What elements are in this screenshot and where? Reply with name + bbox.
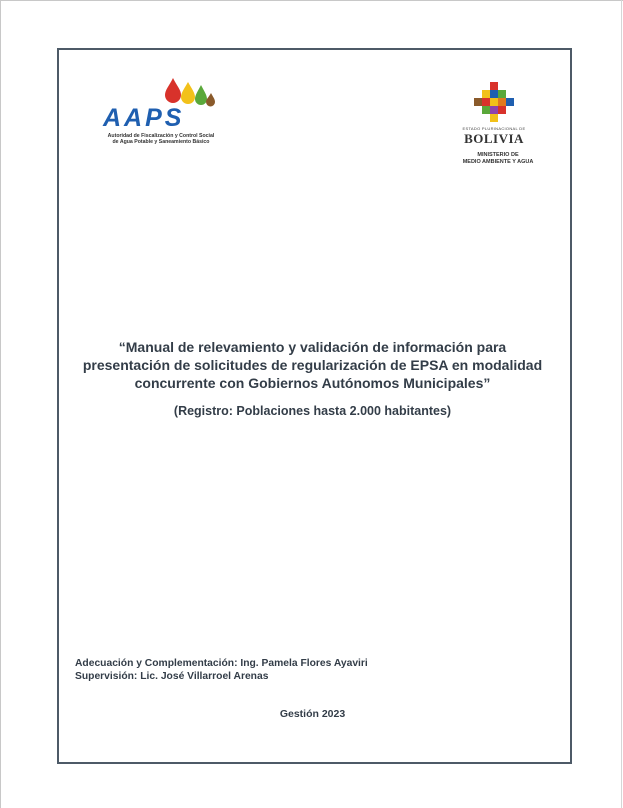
- gestion-year: Gestión 2023: [279, 708, 346, 720]
- aaps-caption-line-1: Autoridad de Fiscalización y Control Social: [107, 133, 215, 139]
- credit-adecuacion: Adecuación y Complementación: Ing. Pamela Flores Ayaviri: [75, 658, 368, 669]
- credits-block: [75, 657, 368, 683]
- bolivia-name: BOLIVIA: [464, 131, 524, 146]
- page-edge-right: [621, 0, 622, 808]
- document-title: [60, 338, 565, 392]
- ministry-line-1: MINISTERIO DE: [477, 152, 519, 158]
- page-edge-left: [0, 0, 1, 808]
- bolivia-ministry-logo: [456, 80, 540, 170]
- bolivia-ministry: [456, 152, 540, 166]
- aaps-caption-line-2: de Agua Potable y Saneamiento Básico: [112, 139, 210, 145]
- title-line-1: “Manual de relevamiento y validación de información para: [118, 339, 507, 355]
- bolivia-state-line: ESTADO PLURINACIONAL DE: [462, 126, 526, 131]
- chakana-emblem-icon: [472, 80, 516, 124]
- aaps-wordmark: AAPS: [103, 104, 185, 132]
- document-subtitle: (Registro: Poblaciones hasta 2.000 habitantes): [173, 404, 452, 418]
- credit-supervision: Supervisión: Lic. José Villarroel Arenas: [75, 671, 269, 682]
- title-line-3: concurrente con Gobiernos Autónomos Municipales”: [134, 375, 491, 391]
- ministry-line-2: MEDIO AMBIENTE Y AGUA: [462, 159, 534, 165]
- aaps-logo: [98, 76, 223, 148]
- title-line-2: presentación de solicitudes de regularización de EPSA en modalidad: [82, 357, 543, 373]
- page-edge-top: [0, 0, 623, 1]
